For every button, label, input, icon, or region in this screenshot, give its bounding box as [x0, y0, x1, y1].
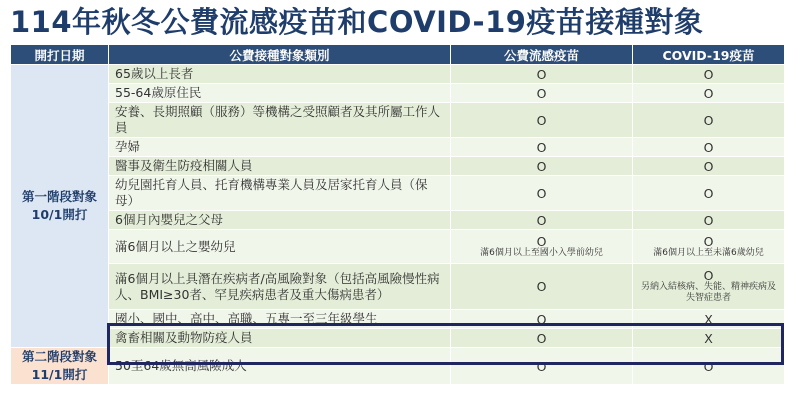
table-row	[11, 230, 785, 264]
stage2-label: 第二階段對象	[21, 349, 97, 364]
header-date: 開打日期	[11, 45, 109, 65]
stage2-date: 11/1開打	[31, 367, 88, 382]
covid-mark-cell	[633, 230, 785, 264]
flu-mark: O	[451, 329, 633, 348]
covid-mark: X	[633, 310, 785, 329]
covid-mark: O	[633, 65, 785, 84]
table-row	[11, 157, 785, 176]
table-row	[11, 84, 785, 103]
flu-mark: O	[451, 84, 633, 103]
category-cell: 醫事及衛生防疫相關人員	[109, 157, 451, 176]
stage1-label: 第一階段對象	[21, 189, 97, 204]
header-covid-vaccine: COVID-19疫苗	[633, 45, 785, 65]
covid-mark: X	[633, 329, 785, 348]
stage2-cell	[11, 348, 109, 385]
flu-mark: O	[451, 310, 633, 329]
flu-mark: O	[451, 157, 633, 176]
flu-mark: O	[451, 264, 633, 310]
category-cell: 滿6個月以上具潛在疾病者/高風險對象（包括高風險慢性病人、BMI≥30者、罕見疾病患者及重大傷病患者）	[109, 264, 451, 310]
covid-note: 另納入結核病、失能、精神疾病及失智症患者	[640, 282, 776, 303]
page-title: 114年秋冬公費流感疫苗和COVID-19疫苗接種對象	[10, 5, 704, 39]
table-row	[11, 264, 785, 310]
header-row	[11, 45, 785, 65]
category-cell: 6個月內嬰兒之父母	[109, 211, 451, 230]
category-cell: 孕婦	[109, 138, 451, 157]
flu-mark: O	[451, 138, 633, 157]
stage1-date: 10/1開打	[31, 207, 88, 222]
covid-mark: O	[633, 211, 785, 230]
covid-mark: O	[633, 84, 785, 103]
table-row	[11, 211, 785, 230]
flu-note: 滿6個月以上至國小入學前幼兒	[480, 247, 603, 258]
category-cell: 65歲以上長者	[109, 65, 451, 84]
covid-mark: O	[633, 176, 785, 211]
covid-mark-cell	[633, 264, 785, 310]
covid-mark: O	[633, 348, 785, 385]
flu-mark-cell	[451, 230, 633, 264]
category-cell: 55-64歲原住民	[109, 84, 451, 103]
table-row	[11, 103, 785, 138]
covid-mark: O	[633, 157, 785, 176]
category-cell: 50至64歲無高風險成人	[109, 348, 451, 385]
header-flu-vaccine: 公費流感疫苗	[451, 45, 633, 65]
flu-mark: O	[451, 211, 633, 230]
table-row	[11, 138, 785, 157]
flu-mark: O	[451, 65, 633, 84]
category-cell: 禽畜相關及動物防疫人員	[109, 329, 451, 348]
flu-mark: O	[451, 348, 633, 385]
covid-mark: O	[703, 233, 714, 249]
table-row	[11, 176, 785, 211]
stage1-cell	[11, 65, 109, 348]
category-cell: 安養、長期照顧（服務）等機構之受照顧者及其所屬工作人員	[109, 103, 451, 138]
covid-mark: O	[633, 103, 785, 138]
covid-mark: O	[633, 138, 785, 157]
covid-note: 滿6個月以上至未滿6歲幼兒	[653, 247, 764, 258]
flu-mark: O	[451, 176, 633, 211]
highlight-box	[107, 323, 784, 365]
header-category: 公費接種對象類別	[109, 45, 451, 65]
table-row	[11, 65, 785, 84]
category-cell: 幼兒園托育人員、托育機構專業人員及居家托育人員（保母）	[109, 176, 451, 211]
category-cell: 國小、國中、高中、高職、五專一至三年級學生	[109, 310, 451, 329]
flu-mark: O	[451, 103, 633, 138]
covid-mark: O	[703, 268, 714, 283]
category-cell: 滿6個月以上之嬰幼兒	[109, 230, 451, 264]
flu-mark: O	[536, 233, 547, 249]
